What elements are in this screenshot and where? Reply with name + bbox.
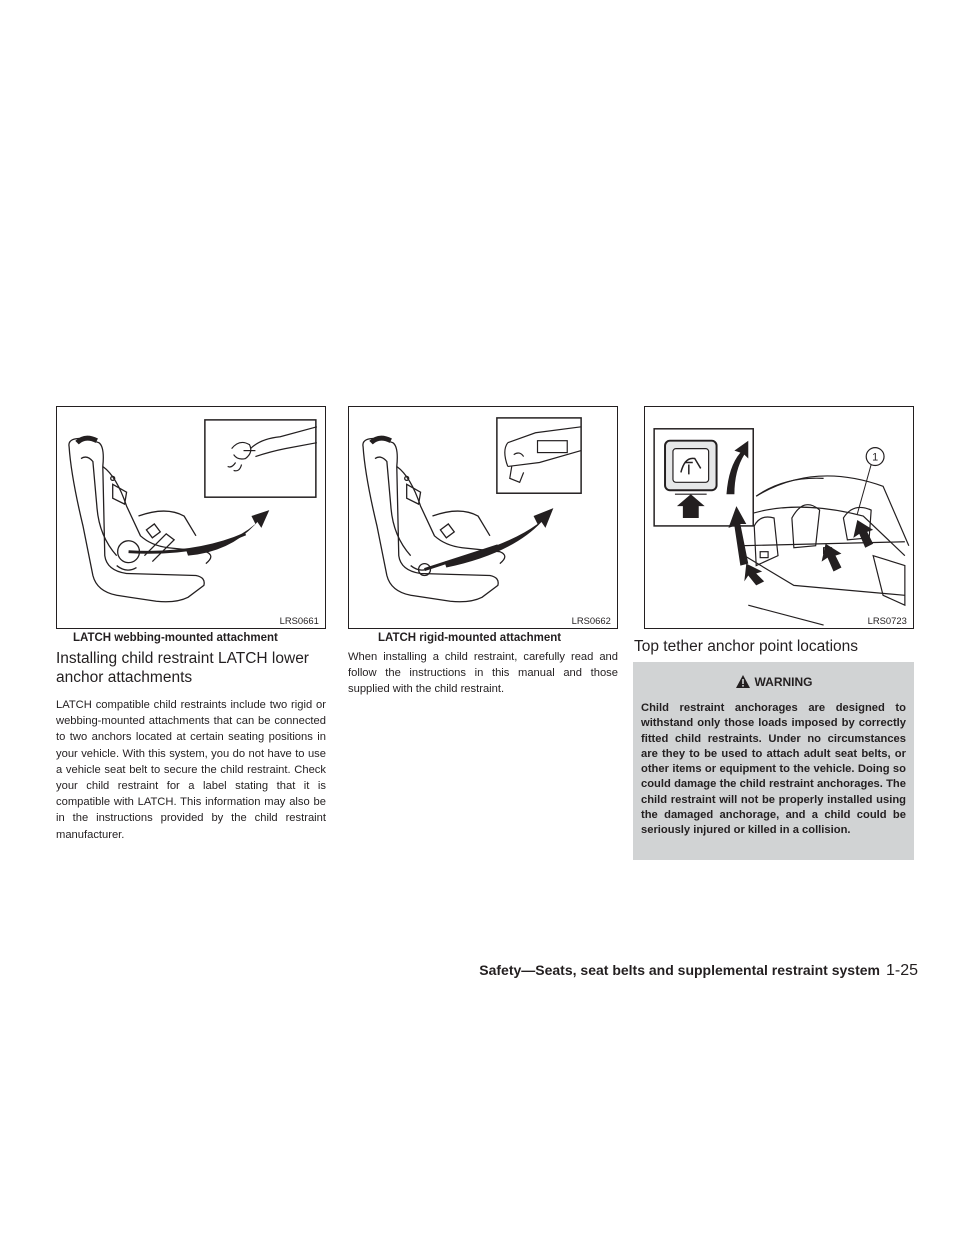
section-heading-latch-lower-anchor: Installing child restraint LATCH lower anchor attachments <box>56 650 309 686</box>
section-heading-top-tether: Top tether anchor point locations <box>634 638 859 655</box>
footer-section-title: Safety—Seats, seat belts and supplemental restraint system <box>479 962 880 978</box>
page-number: 1-25 <box>885 962 918 979</box>
figure-top-tether <box>644 406 914 629</box>
section-body-installing-child-restraint: When installing a child restraint, carefully read and follow the instructions in this manual and those supplied with the child restraint. <box>348 651 618 696</box>
latch-rigid-illustration <box>349 407 617 628</box>
figure-code: LRS0723 <box>867 615 907 627</box>
figure-latch-rigid <box>348 406 618 629</box>
latch-webbing-illustration <box>57 407 325 628</box>
figure-code: LRS0661 <box>279 615 319 627</box>
figure-caption-rigid: LATCH rigid-mounted attachment <box>378 632 562 644</box>
warning-header <box>641 674 906 689</box>
page-footer <box>452 962 918 980</box>
section-body-latch-lower-anchor: LATCH compatible child restraints include two rigid or webbing-mounted attachments that can be connected to two anchors located at certain seating positions in your vehicle. With this system, you do not have to use a vehicle seat belt to secure the child restraint. Check your child restraint for a label stating that it is compatible with LATCH. This information may also be in the instructions provided by the child restraint manufacturer. <box>56 699 326 841</box>
warning-box <box>633 662 914 860</box>
top-tether-illustration <box>645 407 913 628</box>
warning-text: Child restraint anchorages are designed to withstand only those loads imposed by correctly fitted child restraints. Under no circumstances are they to be used to attach adult seat belts, or other items or equipment to the vehicle. Doing so could damage the child restraint anchorages. The child restraint will not be properly installed using the damaged anchorage, and a child could be seriously injured or killed in a collision. <box>641 702 906 837</box>
figure-code: LRS0662 <box>571 615 611 627</box>
figure-caption-webbing: LATCH webbing-mounted attachment <box>73 632 278 644</box>
callout-number: 1 <box>872 451 879 464</box>
warning-label: WARNING <box>754 674 813 689</box>
figure-latch-webbing <box>56 406 326 629</box>
warning-triangle-icon <box>735 674 751 689</box>
